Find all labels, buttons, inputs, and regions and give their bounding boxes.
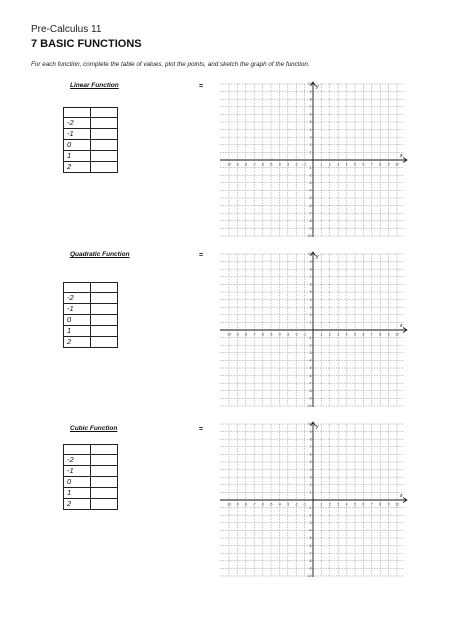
x-tick-label: 4 [345, 162, 348, 167]
x-tick-label: -7 [252, 162, 256, 167]
x-axis-label: x [400, 323, 403, 329]
y-tick-label: -1 [308, 505, 312, 510]
y-axis-label: y [316, 424, 319, 430]
y-tick-label: 5 [309, 120, 312, 125]
x-cell: 0 [64, 477, 91, 488]
x-cell: -1 [64, 129, 91, 140]
table-row [64, 315, 118, 326]
equals-sign: = [199, 426, 204, 433]
table-row [64, 151, 118, 162]
table-of-values [63, 444, 118, 510]
y-tick-label: -3 [308, 521, 312, 525]
y-tick-label: -7 [308, 211, 312, 216]
y-tick-label: -4 [308, 188, 312, 193]
x-tick-label: 1 [320, 162, 323, 167]
x-tick-label: -1 [303, 162, 307, 167]
x-tick-label: 2 [328, 162, 331, 167]
x-tick-label: -9 [235, 162, 239, 167]
y-tick-label: 3 [309, 475, 312, 480]
x-tick-label: -8 [244, 162, 248, 167]
table-row [64, 455, 118, 466]
y-tick-label: -2 [308, 343, 312, 348]
x-tick-label: -7 [252, 332, 256, 337]
table-row [64, 129, 118, 140]
y-cell[interactable] [91, 488, 118, 499]
coordinate-grid[interactable] [218, 420, 408, 578]
y-cell[interactable] [91, 326, 118, 337]
table-of-values [63, 107, 118, 173]
x-tick-label: -6 [261, 502, 265, 507]
y-tick-label: -7 [308, 551, 312, 556]
y-tick-label: -10 [306, 234, 312, 238]
x-tick-label: 5 [354, 502, 356, 507]
x-tick-label: -8 [244, 332, 248, 337]
x-tick-label: -1 [303, 332, 307, 337]
x-tick-label: -5 [269, 332, 273, 337]
x-cell: 1 [64, 326, 91, 337]
x-cell: 0 [64, 140, 91, 151]
y-tick-label: -3 [308, 351, 312, 355]
x-tick-label: -6 [261, 162, 265, 167]
coordinate-grid[interactable] [218, 250, 408, 408]
y-tick-label: -4 [308, 528, 312, 533]
x-tick-label: -2 [294, 332, 298, 337]
y-tick-label: -9 [308, 566, 312, 571]
table-row [64, 304, 118, 315]
x-tick-label: 1 [320, 502, 323, 507]
x-tick-label: -6 [261, 332, 265, 337]
x-cell: 1 [64, 488, 91, 499]
y-tick-label: 6 [309, 112, 312, 117]
y-tick-label: -7 [308, 381, 312, 386]
x-cell: 2 [64, 162, 91, 173]
y-tick-label: 2 [309, 483, 312, 487]
x-cell: -1 [64, 304, 91, 315]
x-tick-label: 2 [328, 332, 331, 337]
x-tick-label: 6 [362, 332, 365, 337]
x-tick-label: -5 [269, 502, 273, 507]
y-tick-label: 2 [309, 313, 312, 317]
y-tick-label: 9 [309, 89, 312, 94]
y-cell[interactable] [91, 118, 118, 129]
y-tick-label: -5 [308, 196, 312, 201]
quadratic-function-label: Quadratic Function [70, 251, 130, 258]
x-cell: 0 [64, 315, 91, 326]
y-tick-label: 10 [307, 82, 312, 87]
y-tick-label: -10 [306, 404, 312, 408]
x-tick-label: -1 [303, 502, 307, 507]
y-tick-label: -6 [308, 203, 312, 208]
y-tick-label: 1 [309, 490, 312, 495]
y-tick-label: 9 [309, 259, 312, 264]
x-tick-label: 6 [362, 502, 365, 507]
x-cell: 1 [64, 151, 91, 162]
y-tick-label: 3 [309, 305, 312, 310]
y-cell[interactable] [91, 293, 118, 304]
table-row [64, 337, 118, 348]
y-tick-label: 8 [309, 267, 312, 272]
table-row [64, 108, 118, 118]
y-tick-label: 8 [309, 97, 312, 102]
y-tick-label: 7 [309, 445, 312, 449]
y-cell[interactable] [91, 466, 118, 477]
x-tick-label: -3 [286, 162, 290, 167]
x-tick-label: -3 [286, 502, 290, 507]
x-tick-label: 3 [337, 162, 340, 167]
x-tick-label: 7 [370, 332, 373, 337]
x-tick-label: -9 [235, 502, 239, 507]
course-name: Pre-Calculus 11 [31, 24, 102, 35]
y-tick-label: -6 [308, 543, 312, 548]
x-tick-label: 8 [379, 332, 382, 337]
x-tick-label: 10 [395, 502, 399, 507]
x-tick-label: 9 [387, 332, 390, 337]
y-header-cell[interactable] [91, 445, 118, 455]
y-tick-label: 1 [309, 150, 312, 155]
x-cell: -2 [64, 455, 91, 466]
table-row [64, 466, 118, 477]
y-cell[interactable] [91, 315, 118, 326]
x-tick-label: 1 [320, 332, 323, 337]
x-tick-label: 10 [395, 332, 399, 337]
y-tick-label: 10 [307, 422, 312, 427]
y-tick-label: -5 [308, 536, 312, 541]
table-row [64, 445, 118, 455]
x-axis-label: x [400, 493, 403, 499]
y-tick-label: 5 [309, 460, 312, 465]
x-tick-label: -4 [277, 502, 281, 507]
y-cell[interactable] [91, 499, 118, 510]
y-tick-label: -8 [308, 389, 312, 393]
table-row [64, 326, 118, 337]
y-cell[interactable] [91, 162, 118, 173]
y-cell[interactable] [91, 129, 118, 140]
y-tick-label: 9 [309, 429, 312, 434]
x-tick-label: -8 [244, 502, 248, 507]
y-cell[interactable] [91, 337, 118, 348]
y-axis-label: y [316, 84, 319, 90]
x-tick-label: -10 [226, 332, 232, 337]
x-header-cell[interactable] [64, 108, 91, 118]
x-tick-label: 4 [345, 502, 348, 507]
x-tick-label: -10 [226, 502, 232, 507]
table-of-values [63, 282, 118, 348]
table-row [64, 488, 118, 499]
y-tick-label: -1 [308, 335, 312, 340]
y-cell[interactable] [91, 151, 118, 162]
table-row [64, 499, 118, 510]
x-cell: -2 [64, 118, 91, 129]
y-tick-label: 8 [309, 437, 312, 442]
x-tick-label: 3 [337, 332, 340, 337]
y-tick-label: -10 [306, 574, 312, 578]
x-tick-label: 8 [379, 502, 382, 507]
x-tick-label: 10 [395, 162, 399, 167]
y-tick-label: 4 [309, 127, 312, 132]
x-tick-label: 6 [362, 162, 365, 167]
y-tick-label: 4 [309, 467, 312, 472]
y-tick-label: -3 [308, 181, 312, 185]
x-cell: 2 [64, 337, 91, 348]
y-tick-label: 5 [309, 290, 312, 295]
x-tick-label: 8 [379, 162, 382, 167]
x-tick-label: -4 [277, 332, 281, 337]
instructions: For each function, complete the table of values, plot the points, and sketch the graph of the function. [31, 61, 310, 68]
y-header-cell[interactable] [91, 108, 118, 118]
x-tick-label: 2 [328, 502, 331, 507]
y-tick-label: 3 [309, 135, 312, 140]
y-tick-label: 7 [309, 105, 312, 109]
x-tick-label: 7 [370, 162, 373, 167]
x-cell: -1 [64, 466, 91, 477]
y-tick-label: -1 [308, 165, 312, 170]
x-tick-label: -5 [269, 162, 273, 167]
x-header-cell[interactable] [64, 283, 91, 293]
y-tick-label: -2 [308, 513, 312, 518]
y-tick-label: 4 [309, 297, 312, 302]
coordinate-grid[interactable] [218, 80, 408, 238]
equals-sign: = [199, 252, 204, 259]
x-axis-label: x [400, 153, 403, 159]
worksheet-title: 7 BASIC FUNCTIONS [31, 38, 142, 50]
x-tick-label: 5 [354, 162, 356, 167]
x-tick-label: 5 [354, 332, 356, 337]
equals-sign: = [199, 83, 204, 90]
y-tick-label: -9 [308, 226, 312, 231]
y-tick-label: 7 [309, 275, 312, 279]
table-row [64, 140, 118, 151]
y-tick-label: 10 [307, 252, 312, 257]
y-tick-label: -8 [308, 559, 312, 563]
y-cell[interactable] [91, 477, 118, 488]
y-tick-label: 6 [309, 282, 312, 287]
x-tick-label: 9 [387, 162, 390, 167]
table-row [64, 118, 118, 129]
y-cell[interactable] [91, 304, 118, 315]
y-cell[interactable] [91, 455, 118, 466]
x-tick-label: 9 [387, 502, 390, 507]
y-tick-label: -8 [308, 219, 312, 223]
y-tick-label: 6 [309, 452, 312, 457]
x-tick-label: -3 [286, 332, 290, 337]
linear-function-label: Linear Function [70, 82, 119, 89]
y-tick-label: 1 [309, 320, 312, 325]
y-tick-label: -5 [308, 366, 312, 371]
x-tick-label: -4 [277, 162, 281, 167]
y-tick-label: -4 [308, 358, 312, 363]
x-tick-label: 7 [370, 502, 373, 507]
table-row [64, 283, 118, 293]
x-tick-label: -9 [235, 332, 239, 337]
x-cell: -2 [64, 293, 91, 304]
y-axis-label: y [316, 254, 319, 260]
cubic-function-label: Cubic Function [70, 425, 118, 432]
y-tick-label: -6 [308, 373, 312, 378]
x-header-cell[interactable] [64, 445, 91, 455]
table-row [64, 477, 118, 488]
y-tick-label: -9 [308, 396, 312, 401]
y-tick-label: 2 [309, 143, 312, 147]
x-tick-label: -2 [294, 502, 298, 507]
table-row [64, 162, 118, 173]
x-tick-label: -10 [226, 162, 232, 167]
x-cell: 2 [64, 499, 91, 510]
y-header-cell[interactable] [91, 283, 118, 293]
y-cell[interactable] [91, 140, 118, 151]
x-tick-label: -2 [294, 162, 298, 167]
x-tick-label: -7 [252, 502, 256, 507]
x-tick-label: 4 [345, 332, 348, 337]
x-tick-label: 3 [337, 502, 340, 507]
table-row [64, 293, 118, 304]
y-tick-label: -2 [308, 173, 312, 178]
